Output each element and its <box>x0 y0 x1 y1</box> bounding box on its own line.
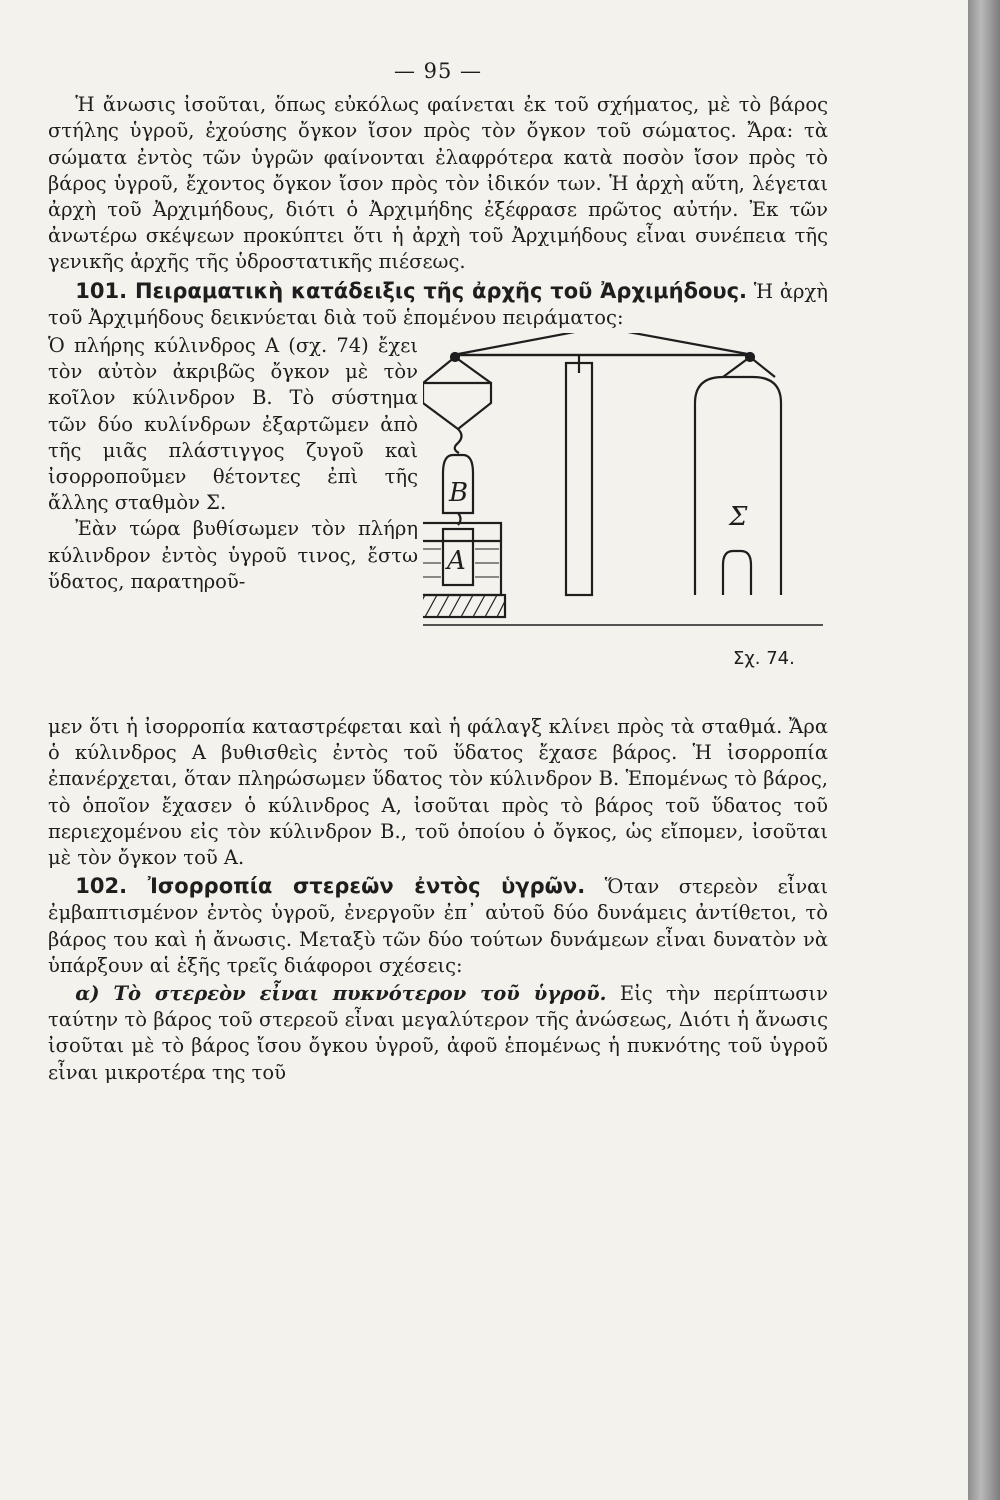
right-pan-frame <box>695 377 781 595</box>
label-a: A <box>447 546 466 577</box>
beam <box>453 333 753 355</box>
page-edge <box>968 0 1000 1500</box>
section-101-title: 101. Πειραματικὴ κατάδειξις τῆς ἀρχῆς τοῦ Ἀρχιμήδους. <box>75 278 748 303</box>
case-a-text: Εἰς τὴν περίπτωσιν ταύτην τὸ βάρος τοῦ στερεοῦ εἶναι μεγαλύτερον τῆς ἀνώσεως, Διότι ἡ ἄνωσις ἰσοῦται μὲ τὸ βάρος ἴσου ὄγκου ὑγροῦ, ἀφοῦ ἑπομένως ἡ πυκνότης τοῦ ὑγροῦ εἶναι μικροτέρα της τοῦ <box>48 982 829 1084</box>
section-101-lead-text: Ἡ ἀρχὴ τοῦ Ἀρχιμήδους δεικνύεται διὰ τοῦ ἑπομένου πειράματος: <box>48 279 828 329</box>
case-a-heading: α) Τὸ στερεὸν εἶναι πυκνότερον τοῦ ὑγροῦ. <box>75 982 607 1006</box>
text-beside-figure <box>48 333 418 595</box>
section-101-continuation: μεν ὅτι ἡ ἰσορροπία καταστρέφεται καὶ ἡ φάλαγξ κλίνει πρὸς τὰ σταθμά. Ἄρα ὁ κύλινδρος Α βυθισθεὶς ἐντὸς τοῦ ὕδατος ἔχασε βάρος. Ἡ ἰσορροπία ἐπανέρχεται, ὅταν πληρώσωμεν ὕδατος τὸν κύλινδρον Β. Ἑπομένως τὸ βάρος, τὸ ὁποῖον ἔχασεν ὁ κύλινδρος Α, ἰσοῦται πρὸς τὸ βάρος τοῦ ὕδατος τοῦ περιεχομένου εἰς τὸν κύλινδρον Β., τοῦ ὁποίου ὁ ὄγκος, ὡς εἴπομεν, ἰσοῦται μὲ τὸν ὄγκον τοῦ Α. <box>48 715 828 870</box>
page-number: — 95 — <box>393 59 483 83</box>
weight-sigma <box>723 551 751 595</box>
figure-74 <box>423 333 828 708</box>
left-pan <box>423 383 491 429</box>
section-102-title: 102. Ἰσορροπία στερεῶν ἐντὸς ὑγρῶν. <box>75 874 586 899</box>
stand-column <box>566 363 592 595</box>
figure-block <box>48 333 828 708</box>
figure-caption: Σχ. 74. <box>733 648 795 670</box>
section-102-text: Ὅταν στερεὸν εἶναι ἐμβαπτισμένον ἐντὸς ὑγροῦ, ἐνεργοῦν ἐπ᾽ αὐτοῦ δύο δυνάμεις ἀντίθετοι, τὸ βάρος του καὶ ἡ ἄνωσις. Μεταξὺ τῶν δύο τούτων δυνάμεων εἶναι δυνατὸν νὰ ὑπάρξουν αἱ ἑξῆς τρεῖς διάφοροι σχέσεις: <box>48 875 828 977</box>
case-a-paragraph <box>48 981 828 1086</box>
label-b: B <box>449 478 469 509</box>
section-101-body: Ὁ πλήρης κύλινδρος Α (σχ. 74) ἔχει τὸν αὐτὸν ἀκριβῶς ὄγκον μὲ τὸν κοῖλον κύλινδρον Β. Τὸ σύστημα τῶν δύο κυλίνδρων ἐξαρτῶμεν ἀπὸ τῆς μιᾶς πλάστιγγος ζυγοῦ καὶ ἰσορροποῦμεν θέτοντες ἐπὶ τῆς ἄλλης σταθμὸν Σ. <box>48 334 418 515</box>
section-101-lead <box>48 278 828 331</box>
page-content <box>48 58 828 1086</box>
section-102-paragraph <box>48 873 828 979</box>
intro-paragraph: Ἡ ἄνωσις ἰσοῦται, ὅπως εὐκόλως φαίνεται ἐκ τοῦ σχήματος, μὲ τὸ βάρος στήλης ὑγροῦ, ἐχούσης ὄγκον ἴσον πρὸς τὸν ὄγκον τοῦ σώματος. Ἄρα: τὰ σώματα ἐντὸς τῶν ὑγρῶν φαίνονται ἐλαφρότερα κατὰ ποσὸν ἴσον πρὸς τὸ βάρος ὑγροῦ, ἔχοντος ὄγκον ἴσον πρὸς τὸν ἰδικόν των. Ἡ ἀρχὴ αὕτη, λέγεται ἀρχὴ τοῦ Ἀρχιμήδους, διότι ὁ Ἀρχιμήδης ἐξέφρασε πρῶτος αὐτήν. Ἐκ τῶν ἀνωτέρω σκέψεων προκύπτει ὅτι ἡ ἀρχὴ τοῦ Ἀρχιμήδους εἶναι συνέπεια τῆς γενικῆς ἀρχῆς τῆς ὑδροστατικῆς πιέσεως. <box>48 93 828 274</box>
section-101-body-2: Ἐὰν τώρα βυθίσωμεν τὸν πλήρη κύλινδρον ἐντὸς ὑγροῦ τινος, ἔστω ὕδατος, παρατηροῦ- <box>48 517 418 593</box>
label-sigma: Σ <box>729 502 748 533</box>
